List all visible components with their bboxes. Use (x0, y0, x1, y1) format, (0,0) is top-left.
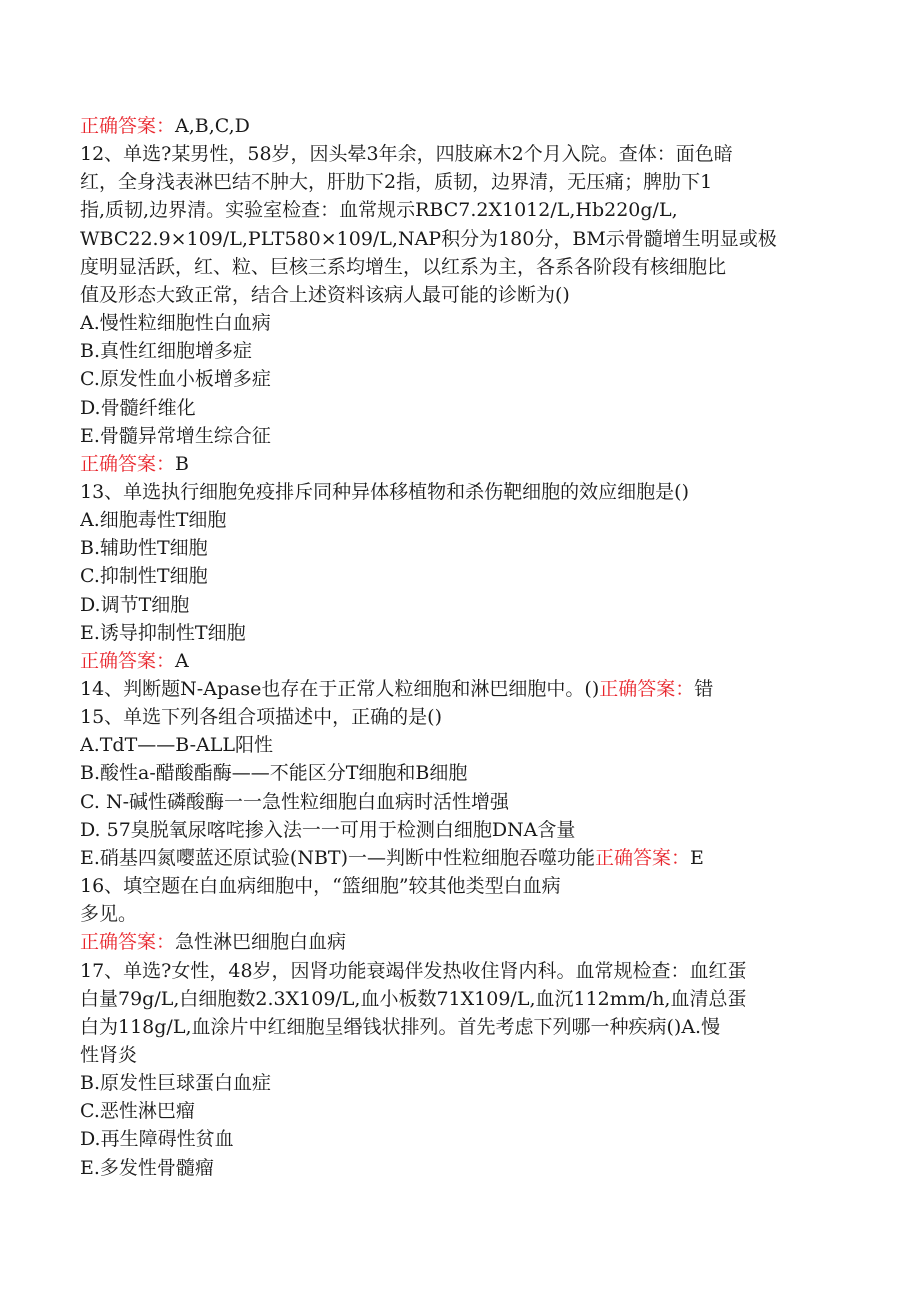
text-segment: B.原发性巨球蛋白血症 (80, 1072, 272, 1095)
text-line (80, 196, 840, 224)
answer-label: 正确答案： (80, 931, 176, 954)
text-line (80, 309, 840, 337)
text-line (80, 591, 840, 619)
answer-label: 正确答案： (80, 115, 176, 137)
text-segment: B (175, 452, 189, 475)
text-segment: 红，全身浅表淋巴结不肿大，肝肋下2指，质韧，边界清，无压痛；脾肋下1 (80, 171, 713, 194)
text-segment: A,B,C,D (175, 115, 250, 137)
text-line (80, 1013, 840, 1041)
text-line (80, 168, 840, 196)
text-segment: WBC22.9×109/L,PLT580×109/L,NAP积分为180分，BM示骨髓增生明显或极 (80, 227, 777, 250)
text-segment: B.酸性a-醋酸酯酶——不能区分T细胞和B细胞 (80, 762, 468, 785)
text-line (80, 140, 840, 168)
text-segment: A.TdT——B-ALL阳性 (80, 734, 273, 757)
text-segment: 指,质韧,边界清。实验室检查：血常规示RBC7.2X1012/L,Hb220g/L, (80, 199, 678, 222)
text-segment: 16、填空题在白血病细胞中，“篮细胞”较其他类型白血病 (80, 875, 561, 898)
text-segment: 性肾炎 (80, 1043, 138, 1066)
text-segment: 值及形态大致正常，结合上述资料该病人最可能的诊断为() (80, 283, 570, 306)
text-line (80, 253, 840, 281)
text-line (80, 112, 840, 140)
text-line (80, 788, 840, 816)
text-segment: B.辅助性T细胞 (80, 537, 208, 560)
text-line (80, 1097, 840, 1125)
text-line (80, 506, 840, 534)
text-segment: 急性淋巴细胞白血病 (175, 931, 347, 954)
text-line (80, 731, 840, 759)
text-segment: C.恶性淋巴瘤 (80, 1100, 195, 1123)
text-segment: D.再生障碍性贫血 (80, 1128, 234, 1151)
text-line (80, 985, 840, 1013)
text-segment: 错 (694, 678, 714, 700)
text-line (80, 900, 840, 928)
text-segment: C.原发性血小板增多症 (80, 368, 271, 391)
text-segment: D. 57臭脱氧尿喀咤掺入法一一可用于检测白细胞DNA含量 (80, 818, 576, 841)
text-line (80, 478, 840, 506)
answer-label: 正确答案： (80, 452, 176, 475)
text-line (80, 562, 840, 590)
text-segment: C. N-碱性磷酸酶一一急性粒细胞白血病时活性增强 (80, 790, 509, 813)
text-segment: 15、单选下列各组合项描述中，正确的是() (80, 706, 443, 729)
text-segment: 度明显活跃，红、粒、巨核三系均增生，以红系为主，各系各阶段有核细胞比 (80, 255, 727, 278)
text-line (80, 872, 840, 900)
text-segment: E.多发性骨髓瘤 (80, 1156, 214, 1179)
text-segment: A.慢性粒细胞性白血病 (80, 312, 271, 335)
text-line (80, 281, 840, 309)
text-line (80, 394, 840, 422)
text-line (80, 816, 840, 844)
text-line (80, 619, 840, 647)
text-segment: C.抑制性T细胞 (80, 565, 208, 588)
text-segment: 17、单选?女性，48岁，因肾功能衰竭伴发热收住肾内科。血常规检查：血红蛋 (80, 959, 747, 982)
text-line (80, 957, 840, 985)
text-segment: D.骨髓纤维化 (80, 396, 196, 419)
text-line (80, 337, 840, 365)
text-segment: A.细胞毒性T细胞 (80, 509, 227, 532)
text-line (80, 1041, 840, 1069)
text-segment: 13、单选执行细胞免疫排斥同种异体移植物和杀伤靶细胞的效应细胞是() (80, 480, 690, 503)
text-segment: E (690, 846, 704, 869)
text-segment: 白量79g/L,白细胞数2.3X109/L,血小板数71X109/L,血沉112mm/h,血清总蛋 (80, 987, 747, 1010)
text-line (80, 365, 840, 393)
text-segment: B.真性红细胞增多症 (80, 340, 253, 363)
text-segment: A (175, 649, 189, 672)
text-line (80, 1069, 840, 1097)
text-segment: 白为118g/L,血涂片中红细胞呈缗钱状排列。首先考虑下列哪一种疾病()A.慢 (80, 1015, 721, 1038)
text-segment: 14、判断题N-Apase也存在于正常人粒细胞和淋巴细胞中。() (80, 678, 600, 700)
answer-label: 正确答案： (80, 649, 176, 672)
text-line (80, 703, 840, 731)
text-line (80, 225, 840, 253)
text-segment: 12、单选?某男性，58岁，因头晕3年余，四肢麻木2个月入院。查体：面色暗 (80, 143, 733, 166)
text-line (80, 844, 840, 872)
text-line (80, 1125, 840, 1153)
text-segment: E.诱导抑制性T细胞 (80, 621, 246, 644)
text-line (80, 928, 840, 956)
text-line (80, 1154, 840, 1182)
text-line (80, 675, 840, 703)
text-line (80, 534, 840, 562)
text-segment: 多见。 (80, 903, 138, 926)
answer-label: 正确答案： (595, 846, 691, 869)
text-segment: E.骨髓异常增生综合征 (80, 424, 271, 447)
text-segment: D.调节T细胞 (80, 593, 190, 616)
answer-label: 正确答案： (599, 678, 695, 700)
text-line (80, 647, 840, 675)
text-line (80, 450, 840, 478)
text-segment: E.硝基四氮嘤蓝还原试验(NBT)一—判断中性粒细胞吞噬功能 (80, 846, 595, 869)
text-line (80, 422, 840, 450)
text-line (80, 759, 840, 787)
